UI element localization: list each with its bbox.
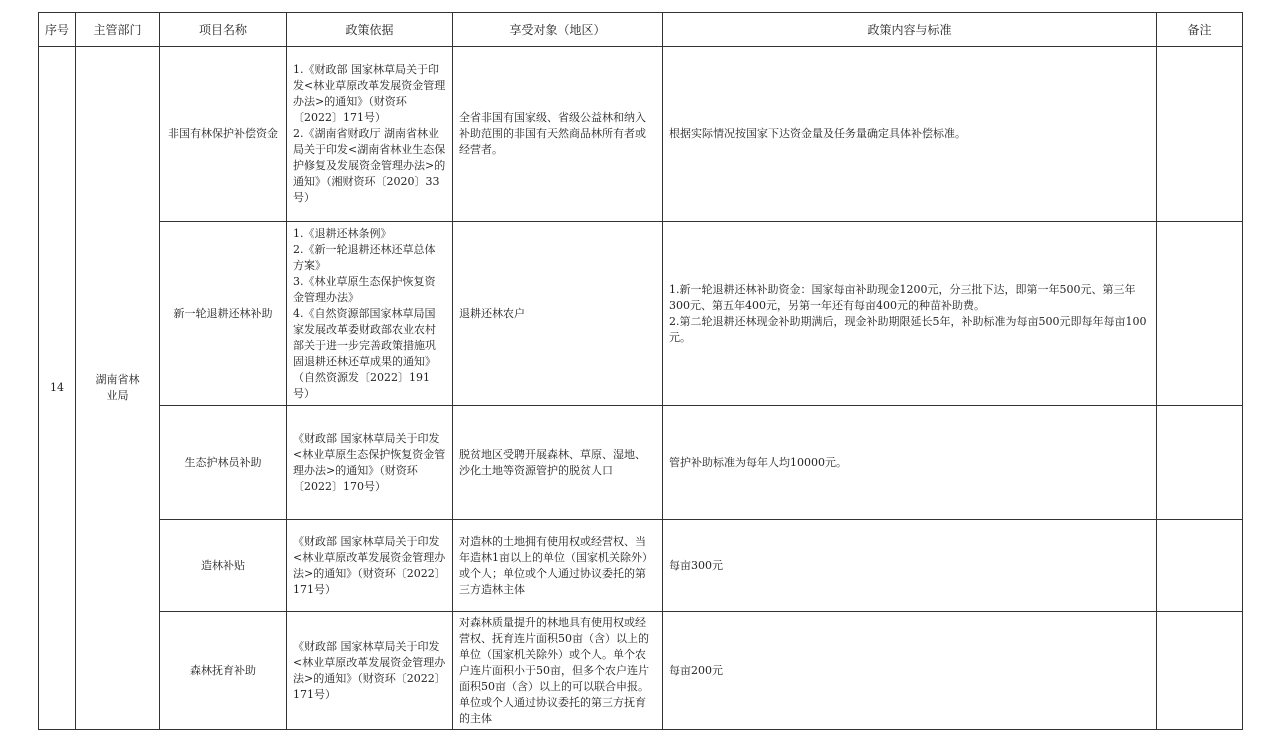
header-project-name: 项目名称 <box>160 13 287 47</box>
header-note: 备注 <box>1157 13 1243 47</box>
content-cell <box>663 520 1157 612</box>
project-name: 森林抚育补助 <box>160 612 287 730</box>
note-cell <box>1157 406 1243 520</box>
table-row <box>39 406 1243 520</box>
row-index: 14 <box>39 47 76 730</box>
note-cell <box>1157 47 1243 222</box>
basis-line: 《财政部 国家林草局关于印发<林业草原改革发展资金管理办法>的通知》（财资环〔2022〕171号） <box>293 534 446 596</box>
basis-line: 2.《湖南省财政厅 湖南省林业局关于印发<湖南省林业生态保护修复及发展资金管理办法>的通知》（湘财资环〔2020〕33号） <box>293 127 446 204</box>
table-row <box>39 612 1243 730</box>
content-cell <box>663 612 1157 730</box>
basis-line: 《财政部 国家林草局关于印发<林业草原生态保护恢复资金管理办法>的通知》（财资环〔2022〕170号） <box>293 431 446 493</box>
basis-line: 《财政部 国家林草局关于印发<林业草原改革发展资金管理办法>的通知》（财资环〔2022〕171号） <box>293 639 446 701</box>
table-row <box>39 47 1243 222</box>
project-name: 新一轮退耕还林补助 <box>160 222 287 406</box>
basis-line: 1.《退耕还林条例》 <box>293 226 392 240</box>
note-cell <box>1157 222 1243 406</box>
policy-basis <box>287 222 453 406</box>
project-name: 生态护林员补助 <box>160 406 287 520</box>
department-cell: 湖南省林业局 <box>76 47 160 730</box>
header-index: 序号 <box>39 13 76 47</box>
basis-line: 1.《财政部 国家林草局关于印发<林业草原改革发展资金管理办法>的通知》（财资环〔2022〕171号） <box>293 63 446 124</box>
content-cell <box>663 47 1157 222</box>
content-line: 1.新一轮退耕还林补助资金：国家每亩补助现金1200元，分三批下达，即第一年500元、第三年300元、第五年400元，另第一年还有每亩400元的种苗补助费。 <box>669 282 1136 312</box>
content-line: 每亩200元 <box>669 663 723 677</box>
policy-table <box>38 12 1243 730</box>
policy-basis <box>287 612 453 730</box>
note-cell <box>1157 520 1243 612</box>
basis-line: 4.《自然资源部国家林草局国家发展改革委财政部农业农村部关于进一步完善政策措施巩固退耕还林还草成果的通知》（自然资源发〔2022〕191号） <box>293 306 436 400</box>
target-cell: 脱贫地区受聘开展森林、草原、湿地、沙化土地等资源管护的脱贫人口 <box>453 406 663 520</box>
policy-basis <box>287 520 453 612</box>
basis-line: 3.《林业草原生态保护恢复资金管理办法》 <box>293 274 436 304</box>
content-line: 2.第二轮退耕还林现金补助期满后，现金补助期限延长5年，补助标准为每亩500元即每年每亩100元。 <box>669 314 1147 344</box>
header-policy-basis: 政策依据 <box>287 13 453 47</box>
basis-line: 2.《新一轮退耕还林还草总体方案》 <box>293 242 436 272</box>
target-cell: 对森林质量提升的林地具有使用权或经营权、抚育连片面积50亩（含）以上的单位（国家机关除外）或个人。单个农户连片面积小于50亩，但多个农户连片面积50亩（含）以上的可以联合申报。单位或个人通过协议委托的第三方抚育的主体 <box>453 612 663 730</box>
target-cell: 对造林的土地拥有使用权或经营权、当年造林1亩以上的单位（国家机关除外）或个人；单位或个人通过协议委托的第三方造林主体 <box>453 520 663 612</box>
content-line: 管护补助标准为每年人均10000元。 <box>669 455 847 469</box>
header-row <box>39 13 1243 47</box>
content-line: 每亩300元 <box>669 558 723 572</box>
content-cell <box>663 222 1157 406</box>
note-cell <box>1157 612 1243 730</box>
content-line: 根据实际情况按国家下达资金量及任务量确定具体补偿标准。 <box>669 127 966 140</box>
target-cell: 全省非国有国家级、省级公益林和纳入补助范围的非国有天然商品林所有者或经营者。 <box>453 47 663 222</box>
header-content: 政策内容与标准 <box>663 13 1157 47</box>
project-name: 造林补贴 <box>160 520 287 612</box>
policy-basis <box>287 406 453 520</box>
content-cell <box>663 406 1157 520</box>
header-target: 享受对象（地区） <box>453 13 663 47</box>
table-row <box>39 222 1243 406</box>
header-department: 主管部门 <box>76 13 160 47</box>
target-cell: 退耕还林农户 <box>453 222 663 406</box>
project-name: 非国有林保护补偿资金 <box>160 47 287 222</box>
table-row <box>39 520 1243 612</box>
policy-basis <box>287 47 453 222</box>
